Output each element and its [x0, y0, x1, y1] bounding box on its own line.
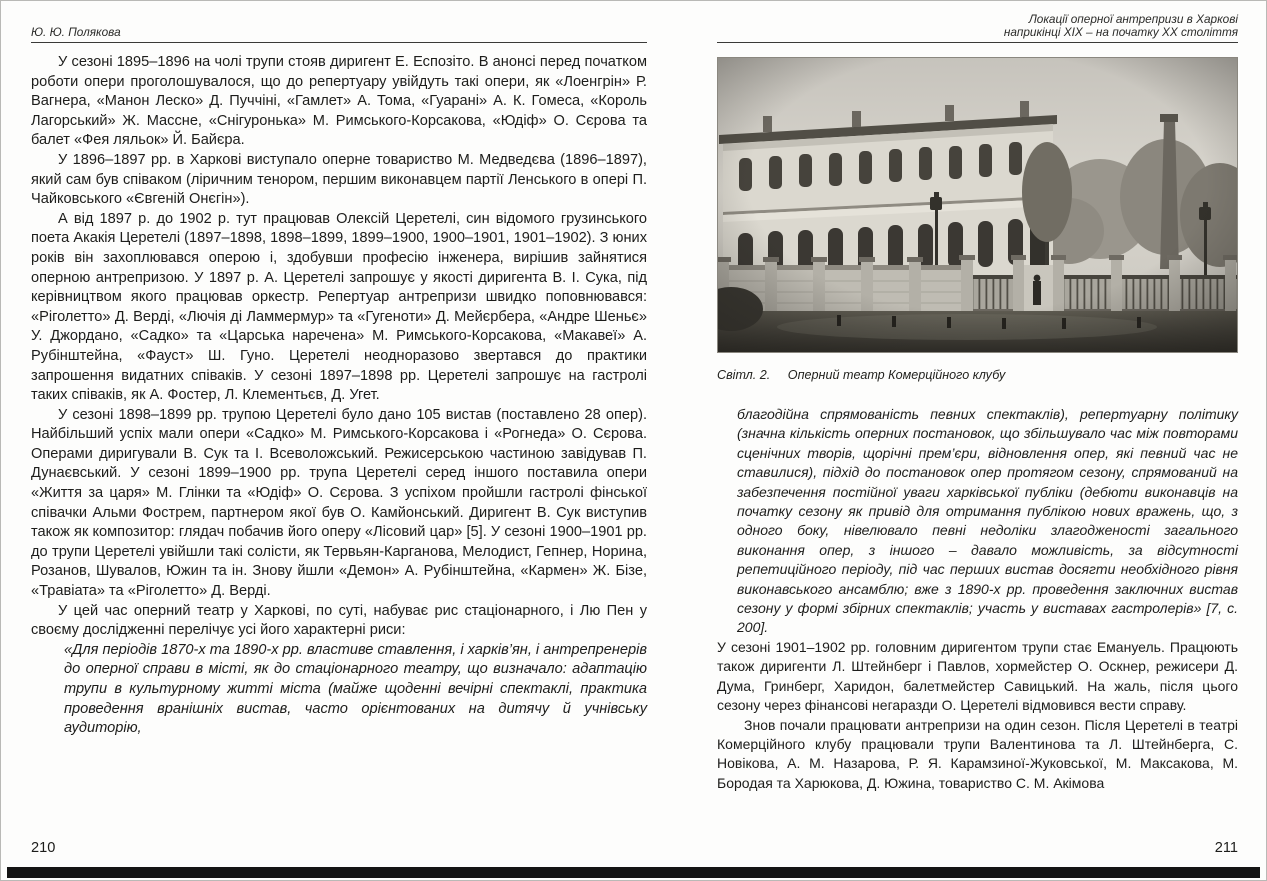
head-rule-left	[31, 42, 647, 43]
running-head-title-line2: наприкінці XIX – на початку XX століття	[1003, 25, 1238, 39]
running-head-author: Ю. Ю. Полякова	[31, 25, 121, 39]
paragraph: У цей час оперний театр у Харкові, по суті, набуває рис стаціонарного, і Лю Пен у своєму дослідженні перелічує усі його характерні риси:	[31, 602, 647, 639]
paragraph: У 1896–1897 рр. в Харкові виступало оперне товариство М. Медведєва (1896–1897), який сам був співаком (ліричним тенором, першим виконавцем партії Ленського в опері П. Чайковського «Євгеній Онєгін»).	[31, 151, 647, 208]
paragraph: У сезоні 1898–1899 рр. трупою Церетелі було дано 105 вистав (поставлено 28 опер). Найбільший успіх мали опери «Садко» М. Римського-Корсакова і «Рогнеда» О. Сєрова. Операми диригували В. Сук та І. Всеволожський. Режисерською частиною завідував П. Дунаєвський. У сезоні 1899–1900 рр. трупа Церетелі серед іншого поставила опери «Життя за царя» М. Глінки та «Юдіф» О. Сєрова. З успіхом пройшли гастролі фінської співачки Альми Фострем, партнером якої був О. Камйонський. Диригент В. Сук виступив також як композитор: глядач побачив його оперу «Лісовий цар» [5]. У сезоні 1900–1901 рр. до трупи Церетелі увійшли такі солісти, як Тервьян-Карганова, Мелодист, Гепнер, Норина, Розанов, Шувалов, Южин та ін. Знову йшли «Демон» А. Рубінштейна, «Кармен» Ж. Бізе, «Травіата» та «Ріголетто» Д. Верді.	[31, 406, 647, 600]
running-head-title	[717, 13, 1238, 39]
paragraph: Знов почали працювати антрепризи на один сезон. Після Церетелі в театрі Комерційного клубу працювали трупи Валентинова та Л. Штейнберга, С. Новікова, А. М. Назарова, Р. Я. Карамзиної-Жуковської, М. Максакова, М. Бородая та Харюкова, Д. Южина, товариство С. М. Акімова	[717, 716, 1238, 791]
figure-caption	[717, 368, 1238, 382]
paragraph: А від 1897 р. до 1902 р. тут працював Олексій Церетелі, син відомого грузинського поета Акакія Церетелі (1897–1898, 1898–1899, 1899–1900, 1900–1901, 1901–1902). З юних років він захоплювався оперою і, здобувши професію інженера, вирішив зайнятися оперною антрепризою. У 1897 р. А. Церетелі запрошує у якості диригента В. І. Сука, під керівництвом якого працював оркестр. Репертуар антрепризи швидко поповнювався: «Ріголетто» Д. Верді, «Лючія ді Ламмермур» та «Гугеноти» Д. Мейєрбера, «Андре Шеньє» У. Джордано, «Садко» та «Царська наречена» М. Римського-Корсакова, «Макавеї» А. Рубінштейна, «Фауст» Ш. Гуно. Церетелі неодноразово звертався до практики запрошення видатних співаків. У сезоні 1897–1898 рр. Церетелі запрошує на гастролі таких співаків, як А. Фостер, Л. Клементьєв, Д. Угет.	[31, 210, 647, 404]
running-head-title-line1: Локації оперної антрепризи в Харкові	[1028, 12, 1238, 26]
figure-caption-text: Оперний театр Комерційного клубу	[787, 368, 1006, 382]
page-number-right: 211	[1214, 840, 1238, 856]
page-number-left: 210	[31, 840, 56, 856]
scan-bottom-bar	[7, 867, 1260, 878]
block-quote-continuation: благодійна спрямованість певних спектаклів), репертуарну політику (значна кількість оперних постановок, що збільшувало час між повторами сценічних творів, щорічні прем’єри, відновлення опер, які певний час не ставилися), підхід до постановок опер протягом сезону, спрямований на забезпечення постійної уваги харківської публіки (дебюти виконавців на початку сезону як привід для отримання публікою нових вражень, що, з одного боку, нівелювало певні недоліки злагодженості загального виконання опер, з іншого – давало можливість, за відсутності репетиційного періоду, під час перших вистав досягти необхідного рівня виконавського ансамблю; вже з 1890-х рр. проведення заключних вистав сезону у формі збірних спектаклів; участь у виставах гастролерів» [7, с. 200].	[737, 406, 1238, 636]
opera-theatre-photo	[717, 57, 1238, 353]
head-rule-right	[717, 42, 1238, 43]
paragraph: У сезоні 1895–1896 на чолі трупи стояв диригент Е. Еспозіто. В анонсі перед початком роботи опери проголошувалося, що до репертуару увійдуть такі опери, як «Лоенгрін» Р. Вагнера, «Манон Леско» Д. Пуччіні, «Гамлет» А. Тома, «Гуарані» А. К. Гомеса, «Король Лагорський» Ж. Массне, «Снігуронька» М. Римського-Корсакова, «Юдіф» О. Сєрова та балет «Фея ляльок» Й. Байєра.	[31, 54, 647, 149]
block-quote: «Для періодів 1870-х та 1890-х рр. властиве ставлення, і харків’ян, і антрепренерів до оперної справи в місті, як до стаціонарного театру, що визначало: адаптацію трупи в культурному житті міста (майже щоденні вечірні спектаклі, практика проведення вранішніх вистав, часто орієнтованих на дитячу й учнівську аудиторію,	[64, 641, 647, 737]
paragraph: У сезоні 1901–1902 рр. головним диригентом трупи стає Емануель. Працюють також диригенти Л. Штейнберг і Павлов, хормейстер О. Оскнер, режисери Д. Дума, Гринберг, Харидон, балетмейстер Савицький. На жаль, після цього сезону через фінансові негаразди О. Церетелі відмовився вести справу.	[717, 638, 1238, 714]
figure-caption-number: Світл. 2.	[717, 368, 771, 382]
right-page-body	[717, 405, 1238, 793]
left-page-body	[31, 53, 647, 739]
photo-figure	[717, 57, 1238, 382]
photo-vignette	[717, 57, 1238, 353]
